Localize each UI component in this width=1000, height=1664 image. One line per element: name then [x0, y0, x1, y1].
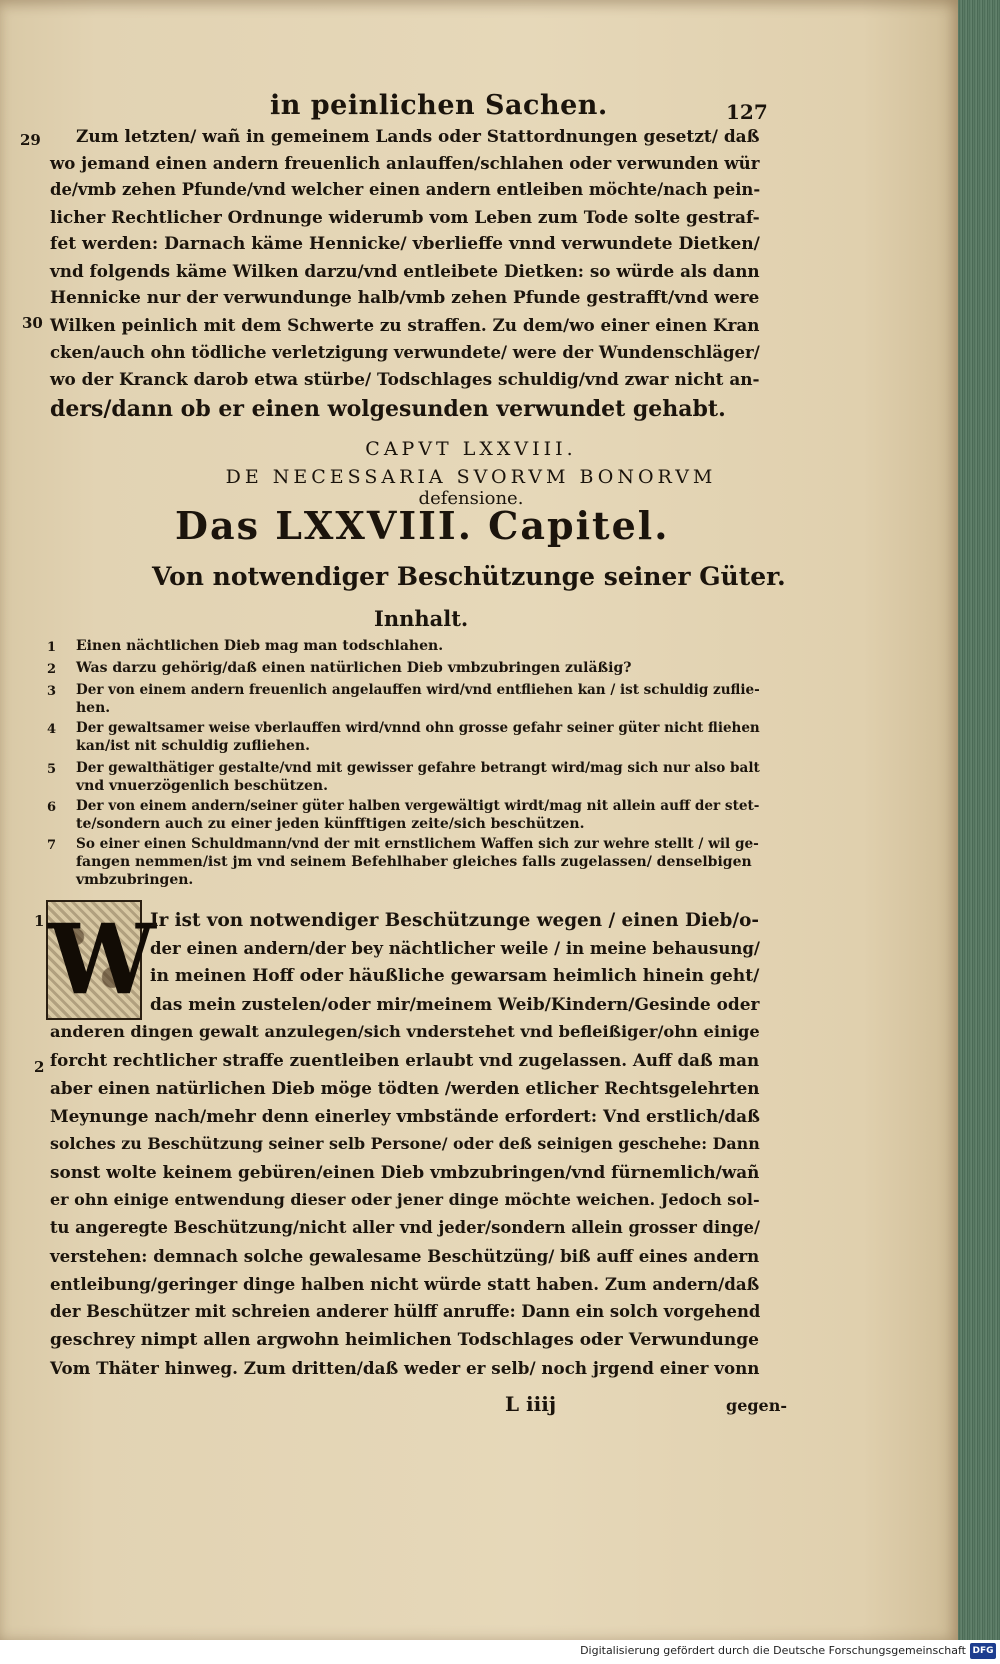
text-line: der einen andern/der bey nächtlicher weile / in meine behausung/ [150, 938, 760, 958]
summary-item-number: 5 [47, 762, 57, 777]
text-line: Zum letzten/ wañ in gemeinem Lands oder Stattordnungen gesetzt/ daß [76, 126, 760, 146]
text-line: der Beschützer mit schreien anderer hülff anruffe: Dann ein solch vorgehend [50, 1302, 761, 1321]
summary-item-number: 4 [47, 722, 57, 737]
margin-number: 29 [20, 131, 41, 149]
caput-heading: CAPVT LXXVIII. [365, 438, 577, 460]
summary-item-number: 1 [47, 640, 57, 655]
text-line: licher Rechtlicher Ordnunge widerumb vom Leben zum Tode solte gestraf- [50, 207, 760, 227]
text-line: in meinen Hoff oder häußliche gewarsam heimlich hinein geht/ [150, 966, 760, 986]
summary-item-number: 3 [47, 684, 57, 699]
text-line: de/vmb zehen Pfunde/vnd welcher einen andern entleiben möchte/nach pein- [50, 180, 761, 199]
text-line: solches zu Beschützung seiner selb Persone/ oder deß seinigen geschehe: Dann [50, 1134, 760, 1153]
text-line: tu angeregte Beschützung/nicht aller vnd jeder/sondern allein grosser dinge/ [50, 1218, 760, 1237]
text-line: Vom Thäter hinweg. Zum dritten/daß weder er selb/ noch jrgend einer vonn [50, 1358, 760, 1378]
catchword: gegen- [726, 1396, 788, 1415]
chapter-subtitle: Von notwendiger Beschützunge seiner Güter. [152, 562, 786, 591]
summary-item-text: So einer einen Schuldmann/vnd der mit ernstlichem Waffen sich zur wehre stellt / wil ge- [76, 836, 759, 852]
summary-item-text: vmbzubringen. [76, 872, 194, 888]
text-line: aber einen natürlichen Dieb möge tödten /werden etlicher Rechtsgelehrten [50, 1078, 760, 1098]
summary-item-text: Der gewaltsamer weise vberlauffen wird/vnnd ohn grosse gefahr seiner güter nicht fliehen [76, 720, 760, 736]
chapter-heading: Das LXXVIII. Capitel. [175, 503, 670, 548]
text-line: vnd folgends käme Wilken darzu/vnd entleibete Dietken: so würde als dann [50, 261, 760, 281]
text-line: Ir ist von notwendiger Beschützunge wegen / einen Dieb/o- [150, 910, 759, 931]
text-line: verstehen: demnach solche gewalesame Beschützüng/ biß auff eines andern [50, 1246, 760, 1266]
text-line: ders/dann ob er einen wolgesunden verwundet gehabt. [50, 396, 726, 422]
summary-title: Innhalt. [374, 606, 469, 631]
page-number: 127 [726, 100, 768, 124]
text-line: cken/auch ohn tödliche verletzigung verwundete/ were der Wundenschläger/ [50, 342, 760, 362]
text-line: Meynunge nach/mehr denn einerley vmbstände erfordert: Vnd erstlich/daß [50, 1106, 760, 1126]
summary-item-text: kan/ist nit schuldig zufliehen. [76, 738, 310, 754]
summary-item-text: Der von einem andern/seiner güter halben vergewältigt wirdt/mag nit allein auff der stet- [76, 798, 760, 814]
margin-number: 2 [34, 1058, 45, 1076]
book-fore-edge [958, 0, 1000, 1640]
text-line: sonst wolte keinem gebüren/einen Dieb vmbzubringen/vnd fürnemlich/wañ [50, 1162, 760, 1182]
text-line: wo der Kranck darob etwa stürbe/ Todschlages schuldig/vnd zwar nicht an- [50, 369, 760, 389]
text-line: er ohn einige entwendung dieser oder jener dinge möchte weichen. Jedoch sol- [50, 1190, 760, 1209]
signature-mark: L iiij [505, 1392, 557, 1416]
initial-letter: W [48, 903, 156, 1016]
summary-item-number: 7 [47, 838, 57, 853]
summary-item-text: Der von einem andern freuenlich angelauffen wird/vnd entfliehen kan / ist schuldig zuflie- [76, 682, 760, 698]
summary-item-number: 6 [47, 800, 57, 815]
text-line: entleibung/geringer dinge halben nicht würde statt haben. Zum andern/daß [50, 1274, 760, 1294]
summary-item-text: Einen nächtlichen Dieb mag man todschlahen. [76, 638, 444, 654]
text-line: Wilken peinlich mit dem Schwerte zu straffen. Zu dem/wo einer einen Kran [50, 315, 760, 335]
text-line: wo jemand einen andern freuenlich anlauffen/schlahen oder verwunden wür [50, 153, 760, 173]
summary-item-text: Was darzu gehörig/daß einen natürlichen Dieb vmbzubringen zuläßig? [76, 660, 632, 676]
footer-credit: Digitalisierung gefördert durch die Deutsche Forschungsgemeinschaft [580, 1644, 966, 1657]
text-line: anderen dingen gewalt anzulegen/sich vnderstehet vnd befleißiger/ohn einige [50, 1022, 760, 1041]
dfg-logo: DFG [970, 1643, 996, 1659]
summary-item-text: hen. [76, 700, 111, 716]
text-line: forcht rechtlicher straffe zuentleiben erlaubt vnd zugelassen. Auff daß man [50, 1050, 760, 1070]
footer-bar [0, 1640, 1000, 1664]
caput-title: DE NECESSARIA SVORVM BONORVM [225, 466, 717, 488]
summary-item-text: fangen nemmen/ist jm vnd seinem Befehlhaber gleiches falls zugelassen/ denselbigen [76, 854, 752, 870]
text-line: fet werden: Darnach käme Hennicke/ vberlieffe vnnd verwundete Dietken/ [50, 234, 760, 254]
text-line: geschrey nimpt allen argwohn heimlichen Todschlages oder Verwundunge [50, 1330, 760, 1350]
text-line: Hennicke nur der verwundunge halb/vmb zehen Pfunde gestrafft/vnd were [50, 288, 760, 308]
summary-item-text: vnd vnuerzögenlich beschützen. [76, 778, 328, 794]
margin-number: 30 [22, 314, 43, 332]
caput-title-cont: defensione. [418, 488, 524, 509]
margin-number: 1 [34, 912, 45, 930]
summary-item-text: Der gewalthätiger gestalte/vnd mit gewisser gefahre betrangt wird/mag sich nur also balt [76, 760, 760, 776]
running-head: in peinlichen Sachen. [270, 90, 608, 121]
text-line: das mein zustelen/oder mir/meinem Weib/Kindern/Gesinde oder [150, 994, 760, 1014]
summary-item-number: 2 [47, 662, 57, 677]
decorated-initial [46, 900, 156, 1020]
summary-item-text: te/sondern auch zu einer jeden künfftigen zeite/sich beschützen. [76, 816, 585, 832]
